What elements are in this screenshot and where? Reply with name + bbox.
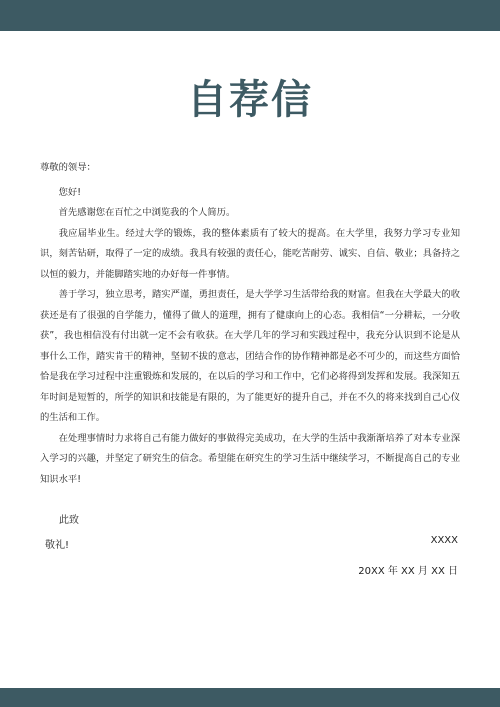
- bottom-banner: [0, 688, 500, 707]
- closing-cizhi: 此致: [59, 515, 79, 526]
- date: 20XX 年 XX 月 XX 日: [358, 566, 458, 577]
- signature: XXXX: [430, 535, 458, 546]
- paragraph-2: 我应届毕业生。经过大学的锻炼，我的整体素质有了较大的提高。在大学里，我努力学习专业知识，刻苦钻研，取得了一定的成绩。我具有较强的责任心，能吃苦耐劳、诚实、自信、敬业；具备持之以恒的毅力，并能脚踏实地的办好每一件事情。: [40, 227, 460, 280]
- letter-body: [40, 158, 460, 490]
- page-title: 自荐信: [187, 77, 313, 123]
- greeting: 您好!: [58, 186, 81, 198]
- salutation: 尊敬的领导：: [40, 162, 96, 173]
- paragraph-1: 首先感谢您在百忙之中浏览我的个人简历。: [58, 207, 236, 218]
- paragraph-4: 在处理事情时力求将自己有能力做好的事做得完美成功，在大学的生活中我渐渐培养了对本专业深入学习的兴趣，并坚定了研究生的信念。希望能在研究生的学习生活中继续学习，不断提高自己的专业知识水平!: [40, 432, 460, 485]
- paragraph-3: 善于学习，独立思考，踏实严谨，勇担责任，是大学学习生活带给我的财富。但我在大学最大的收获还是有了很强的自学能力，懂得了做人的道理，拥有了健康向上的心态。我相信“一分耕耘，一分收获”，我也相信没有付出就一定不会有收获。在大学几年的学习和实践过程中，我充分认识到不论是从事什么工作，踏实肯干的精神，坚韧不拔的意志，团结合作的协作精神都是必不可少的，而这些方面恰恰是我在学习过程中注重锻炼和发展的，在以后的学习和工作中，它们必将得到发挥和发展。我深知五年时间是短暂的，所学的知识和技能是有限的，为了能更好的提升自己，并在不久的将来找到自己心仪的生活和工作。: [40, 289, 460, 423]
- top-banner: [0, 0, 500, 31]
- closing-jingli: 敬礼!: [45, 540, 70, 551]
